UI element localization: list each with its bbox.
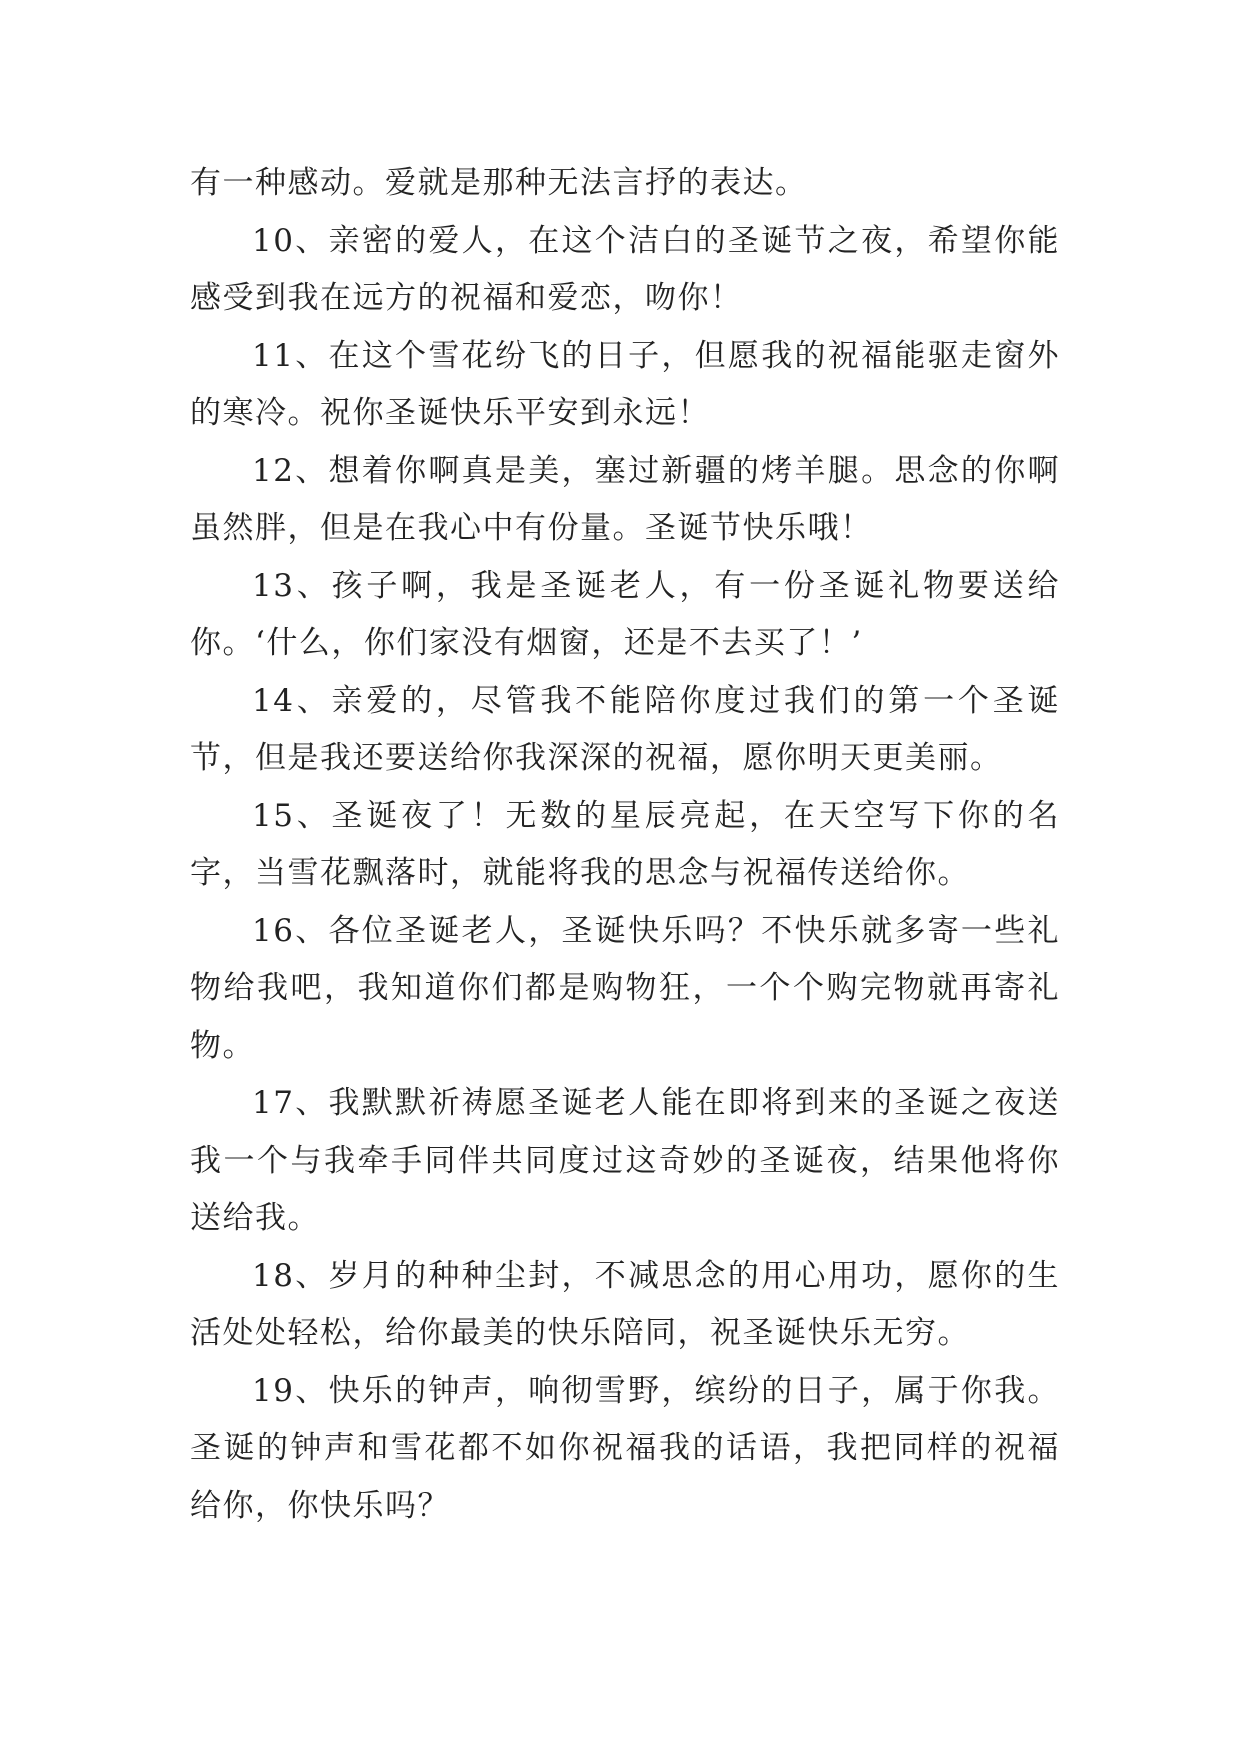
- paragraph-18: 18、岁月的种种尘封，不减思念的用心用功，愿你的生活处处轻松，给你最美的快乐陪同，祝圣诞快乐无穷。: [190, 1257, 1060, 1351]
- paragraph-14: 14、亲爱的，尽管我不能陪你度过我们的第一个圣诞节，但是我还要送给你我深深的祝福，愿你明天更美丽。: [190, 682, 1060, 776]
- paragraph-15: 15、圣诞夜了！无数的星辰亮起，在天空写下你的名字，当雪花飘落时，就能将我的思念与祝福传送给你。: [190, 797, 1060, 891]
- paragraph-17: 17、我默默祈祷愿圣诞老人能在即将到来的圣诞之夜送我一个与我牵手同伴共同度过这奇妙的圣诞夜，结果他将你送给我。: [190, 1085, 1060, 1236]
- paragraph-16: 16、各位圣诞老人，圣诞快乐吗？不快乐就多寄一些礼物给我吧，我知道你们都是购物狂，一个个购完物就再寄礼物。: [190, 912, 1060, 1064]
- paragraph-12: 12、想着你啊真是美，塞过新疆的烤羊腿。思念的你啊虽然胖，但是在我心中有份量。圣诞节快乐哦！: [190, 452, 1060, 546]
- document-body: [190, 155, 1060, 1535]
- paragraph-continuation: 有一种感动。爱就是那种无法言抒的表达。: [190, 165, 808, 201]
- paragraph-11: 11、在这个雪花纷飞的日子，但愿我的祝福能驱走窗外的寒冷。祝你圣诞快乐平安到永远！: [190, 337, 1060, 431]
- paragraph-10: 10、亲密的爱人，在这个洁白的圣诞节之夜，希望你能感受到我在远方的祝福和爱恋，吻你！: [190, 222, 1060, 316]
- paragraph-13: 13、孩子啊，我是圣诞老人，有一份圣诞礼物要送给你。‘什么，你们家没有烟窗，还是不去买了！’: [190, 567, 1060, 661]
- paragraph-19: 19、快乐的钟声，响彻雪野，缤纷的日子，属于你我。圣诞的钟声和雪花都不如你祝福我的话语，我把同样的祝福给你，你快乐吗？: [190, 1372, 1060, 1524]
